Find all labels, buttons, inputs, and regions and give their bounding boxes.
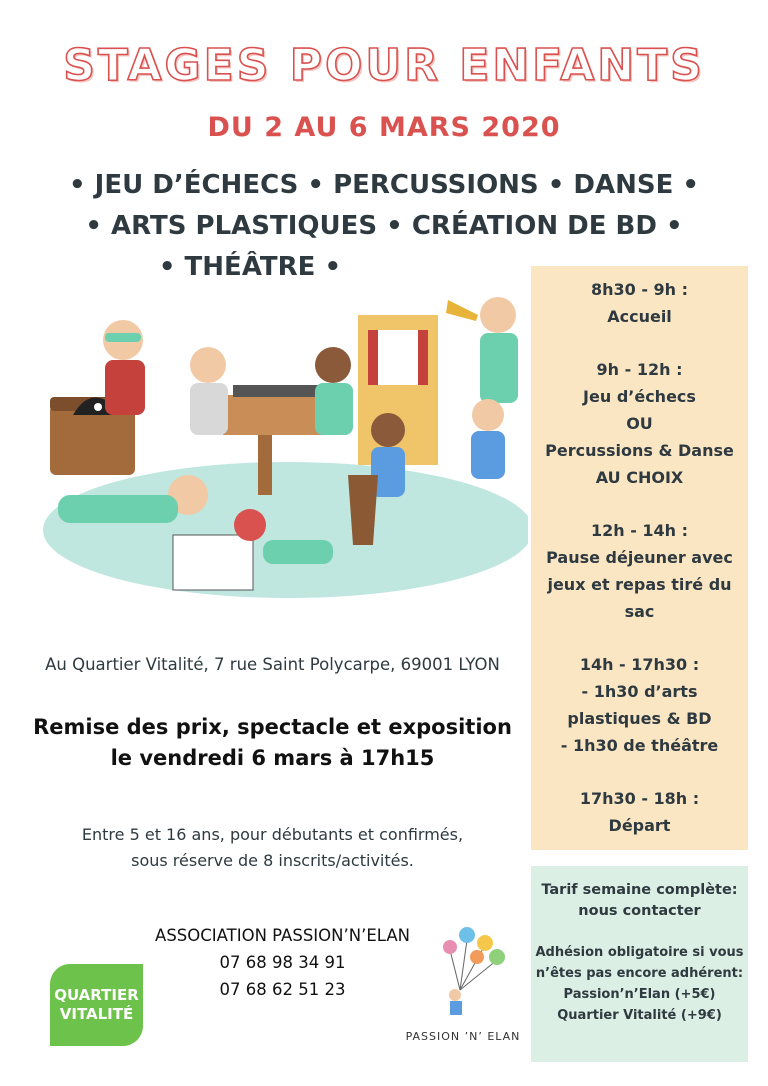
schedule-block xyxy=(531,276,748,330)
schedule-time: 14h - 17h30 : xyxy=(579,655,700,674)
quartier-vitalite-logo xyxy=(50,964,143,1046)
schedule-time: 9h - 12h : xyxy=(596,360,683,379)
tarif-panel xyxy=(531,866,748,1062)
tarif-line: Passion’n’Elan (+5€) xyxy=(563,987,716,1002)
schedule-block xyxy=(531,785,748,839)
children-activities-illustration xyxy=(28,285,528,605)
schedule-block xyxy=(531,356,748,491)
schedule-line: Percussions & Danse xyxy=(545,441,734,460)
schedule-line: - 1h30 de théâtre xyxy=(560,736,719,755)
logo-line: VITALITÉ xyxy=(59,1005,134,1023)
phone-number: 07 68 62 51 23 xyxy=(219,980,346,999)
audience-line: Entre 5 et 16 ans, pour débutants et confirmés, xyxy=(81,825,464,844)
schedule-block xyxy=(531,517,748,625)
tarif-line: nous contacter xyxy=(578,903,701,919)
schedule-line: Pause déjeuner avec xyxy=(546,548,733,567)
schedule-line: Accueil xyxy=(607,307,672,326)
schedule-line: Jeu d’échecs xyxy=(583,387,696,406)
schedule-line: Départ xyxy=(608,816,671,835)
tarif-membership-info xyxy=(531,942,748,1026)
event-line: le vendredi 6 mars à 17h15 xyxy=(110,746,435,770)
passion-n-elan-logo-text: PASSION ’N’ ELAN xyxy=(405,1030,521,1043)
schedule-block xyxy=(531,651,748,759)
schedule-line: - 1h30 d’arts xyxy=(581,682,698,701)
schedule-line: plastiques & BD xyxy=(567,709,712,728)
phone-number: 07 68 98 34 91 xyxy=(219,953,346,972)
activities-line-1: • JEU D’ÉCHECS • PERCUSSIONS • DANSE • xyxy=(68,170,700,200)
audience-info xyxy=(20,822,525,874)
activities-line-2: • ARTS PLASTIQUES • CRÉATION DE BD • xyxy=(85,211,683,241)
event-announcement xyxy=(20,712,525,774)
poster-title: STAGES POUR ENFANTS xyxy=(63,40,705,91)
schedule-time: 17h30 - 18h : xyxy=(579,789,700,808)
poster-dates: DU 2 AU 6 MARS 2020 xyxy=(207,112,561,143)
schedule-line: jeux et repas tiré du xyxy=(547,575,732,594)
tarif-line: Tarif semaine complète: xyxy=(541,882,738,898)
event-line: Remise des prix, spectacle et exposition xyxy=(33,715,512,739)
schedule-line: OU xyxy=(626,414,653,433)
schedule-panel xyxy=(531,266,748,850)
venue-address: Au Quartier Vitalité, 7 rue Saint Polycarpe, 69001 LYON xyxy=(45,655,500,674)
passion-n-elan-logo-icon xyxy=(425,925,515,1025)
association-name: ASSOCIATION PASSION’N’ELAN xyxy=(155,926,410,945)
schedule-line: AU CHOIX xyxy=(595,468,684,487)
schedule-line: sac xyxy=(624,602,655,621)
schedule-time: 12h - 14h : xyxy=(590,521,689,540)
tarif-line: n’êtes pas encore adhérent: xyxy=(535,966,744,981)
association-contact xyxy=(140,922,425,1003)
tarif-price-info xyxy=(531,880,748,922)
activities-line-3: • THÉÂTRE • xyxy=(158,252,342,282)
audience-line: sous réserve de 8 inscrits/activités. xyxy=(131,851,414,870)
logo-line: QUARTIER xyxy=(54,986,139,1004)
tarif-line: Quartier Vitalité (+9€) xyxy=(557,1008,722,1023)
tarif-line: Adhésion obligatoire si vous xyxy=(535,945,744,960)
schedule-time: 8h30 - 9h : xyxy=(590,280,689,299)
